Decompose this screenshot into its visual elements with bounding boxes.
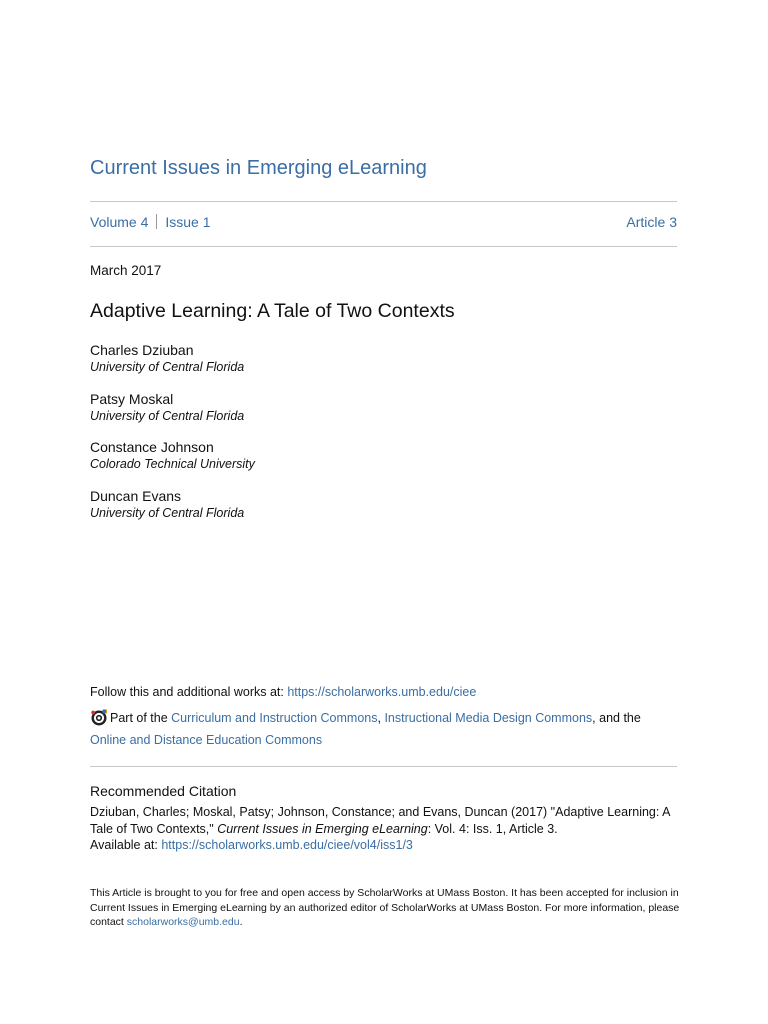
volume-link[interactable]: Volume 4 <box>90 214 149 230</box>
journal-title-link[interactable]: Current Issues in Emerging eLearning <box>90 157 427 179</box>
contact-email-link[interactable]: scholarworks@umb.edu <box>126 916 240 928</box>
author-name: Charles Dziuban <box>90 342 194 358</box>
media-design-commons-link[interactable]: Instructional Media Design Commons <box>384 711 593 725</box>
citation-url-link[interactable]: https://scholarworks.umb.edu/ciee/vol4/iss1/3 <box>161 838 413 852</box>
author-entry <box>90 390 255 439</box>
author-affiliation: University of Central Florida <box>90 505 245 520</box>
author-name: Patsy Moskal <box>90 390 174 407</box>
access-notice <box>90 886 680 930</box>
author-affiliation: Colorado Technical University <box>90 457 255 471</box>
citation-authors-title: Dziuban, Charles; Moskal, Patsy; Johnson, Constance; and Evans, Duncan (2017) "Adaptive Learning: A Tale of Two Contexts," <box>90 805 670 836</box>
online-education-commons-link[interactable]: Online and Distance Education Commons <box>90 733 323 747</box>
curriculum-commons-link[interactable]: Curriculum and Instruction Commons <box>171 711 378 725</box>
and-the-text: , and the <box>592 711 641 725</box>
author-affiliation: University of Central Florida <box>90 408 245 423</box>
publication-date: March 2017 <box>90 263 162 278</box>
part-of-label: Part of the <box>110 711 172 725</box>
issue-link[interactable]: Issue 1 <box>165 214 211 230</box>
access-notice-text: This Article is brought to you for free and open access by ScholarWorks at UMass Boston. It has been accepted for inclusion in Current Issues in Emerging eLearning by an authorized editor of ScholarWorks at UMass Boston. For more information, please contact <box>90 887 680 928</box>
author-entry <box>90 341 255 390</box>
citation-journal: Current Issues in Emerging eLearning <box>217 821 428 836</box>
top-divider <box>90 201 677 202</box>
author-entry <box>90 487 255 536</box>
part-of-commons <box>90 707 690 751</box>
author-name: Constance Johnson <box>90 439 214 455</box>
follow-line <box>90 685 476 699</box>
issue-separator <box>156 214 157 229</box>
issue-divider <box>90 246 677 247</box>
author-name: Duncan Evans <box>90 487 182 504</box>
volume-issue-group <box>90 214 211 230</box>
author-entry <box>90 438 255 487</box>
commons-separator: , <box>377 711 385 725</box>
citation-volume: : Vol. 4: Iss. 1, Article 3. <box>427 821 558 836</box>
available-label: Available at: <box>90 838 162 852</box>
follow-url-link[interactable]: https://scholarworks.umb.edu/ciee <box>287 685 477 699</box>
citation-text <box>90 804 680 854</box>
access-notice-end: . <box>239 916 243 928</box>
follow-label: Follow this and additional works at: <box>90 685 288 699</box>
author-list <box>90 341 255 535</box>
article-title: Adaptive Learning: A Tale of Two Contexts <box>90 300 455 322</box>
author-affiliation: University of Central Florida <box>90 360 245 374</box>
recommended-citation-heading: Recommended Citation <box>90 783 237 799</box>
network-commons-icon <box>90 708 108 726</box>
citation-divider <box>90 766 677 767</box>
article-number-link[interactable]: Article 3 <box>626 214 677 230</box>
